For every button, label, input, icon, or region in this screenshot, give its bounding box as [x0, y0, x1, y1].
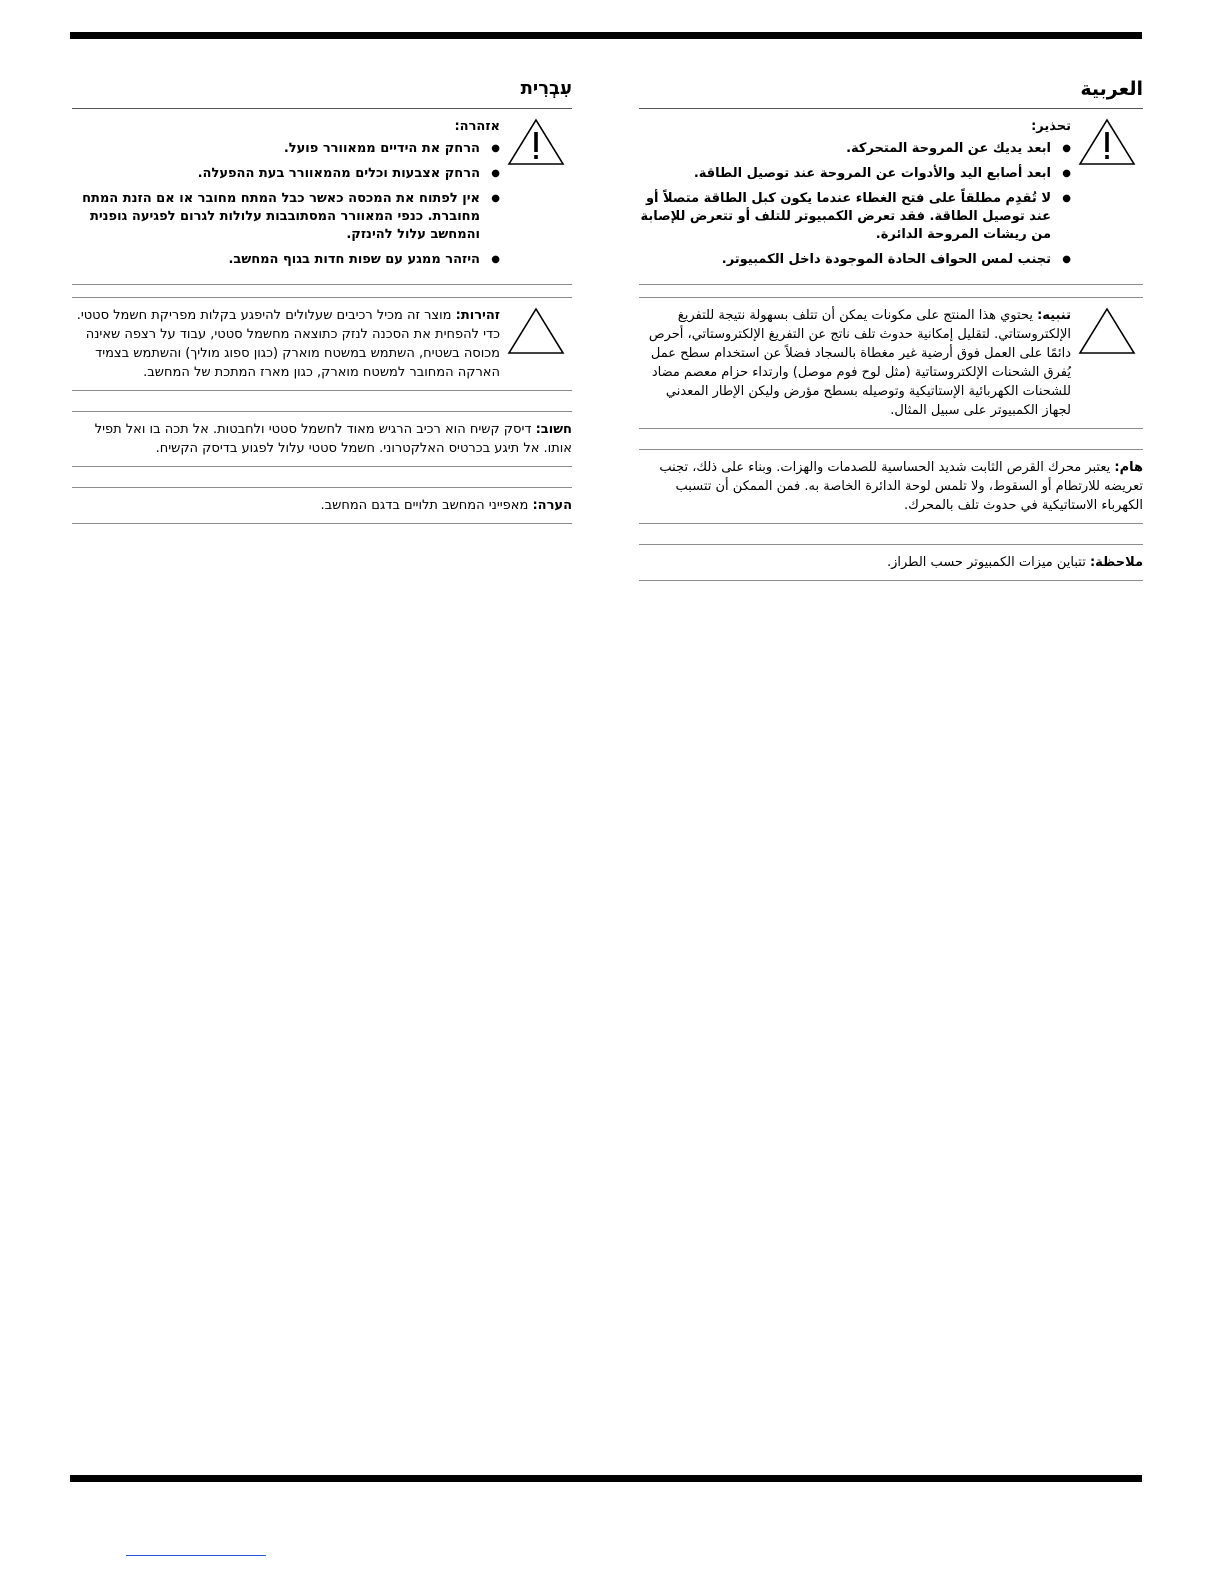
- arabic-note-text: تتباين ميزات الكمبيوتر حسب الطراز.: [886, 555, 1086, 570]
- list-item: ● ابعد يديك عن المروحة المتحركة.: [639, 140, 1071, 158]
- arabic-warning-box: [639, 109, 1143, 284]
- list-item: ● ابعد أصابع اليد والأدوات عن المروحة عند توصيل الطاقة.: [639, 165, 1071, 183]
- footer-link-underline: [126, 1555, 266, 1556]
- arabic-caution-label: تنبيه:: [1037, 308, 1071, 323]
- hebrew-warning-box: [72, 109, 572, 284]
- hebrew-important-text: דיסק קשיח הוא רכיב הרגיש מאוד לחשמל סטטי ולחבטות. אל תכה בו ואל תפיל אותו. אל תיגע בכרטיס האלקטרוני. חשמל סטטי עלול לפגוע בדיסק הקשיח.: [94, 422, 572, 456]
- hebrew-caution-text: מוצר זה מכיל רכיבים שעלולים להיפגע בקלות מפריקת חשמל סטטי. כדי להפחית את הסכנה לנזק כתוצאה מחשמל סטטי, עבוד על רצפה שאינה מכוסה בשטיח, השתמש במשטח מוארק (כגון ספוג מוליך) והשתמש בצמיד הארקה המחובר למשטח מוארק, כגון מארז המתכת של המחשב.: [76, 308, 500, 380]
- list-item: ● הרחק אצבעות וכלים מהמאוורר בעת ההפעלה.: [72, 165, 500, 183]
- arabic-warning-label: تحذير:: [1031, 119, 1071, 134]
- arabic-caution-text: يحتوي هذا المنتج على مكونات يمكن أن تتلف بسهولة نتيجة للتفريغ الإلكتروستاتي. لتقليل إمكانية حدوث تلف ناتج عن التفريغ الإلكتروستاتي، أحرص دائمًا على العمل فوق أرضية غير مغطاة بالسجاد فضلاً عن استخدام سطح عمل يُفرق الشحنات الإلكتروستاتية (مثل لوح فوم موصل) وارتداء حزام معصم مضاد للشحنات الكهربائية الإستاتيكية وتوصيله بسطح مؤرض وليكن الإطار المعدني لجهاز الكمبيوتر على سبيل المثال.: [648, 308, 1071, 418]
- hebrew-warning-list: [72, 140, 500, 269]
- arabic-warning-list: [639, 140, 1071, 269]
- arabic-caution-box: [639, 298, 1143, 428]
- hebrew-caution-box: [72, 298, 572, 390]
- warning-icon: [500, 117, 572, 276]
- hebrew-important-box: [72, 412, 572, 466]
- list-item: ● אין לפתוח את המכסה כאשר כבל המתח מחובר או אם הזנת המתח מחוברת. כנפי המאוורר המסתובבות עלולות לגרום לפגיעה גופנית והמחשב עלול להינזק.: [72, 190, 500, 244]
- caution-triangle-icon: [1071, 306, 1143, 420]
- divider: [72, 523, 572, 524]
- warning-icon: [1071, 117, 1143, 276]
- hebrew-note-text: מאפייני המחשב תלויים בדגם המחשב.: [320, 498, 529, 513]
- arabic-note-box: [639, 545, 1143, 580]
- hebrew-warning-label: אזהרה:: [454, 119, 500, 134]
- list-item: ● لا تُقدِم مطلقاً على فتح الغطاء عندما يكون كبل الطاقة متصلاً أو عند توصيل الطاقة. فقد تعرض الكمبيوتر للتلف أو تتعرض للإصابة من ريشات المروحة الدائرة.: [639, 190, 1071, 244]
- hebrew-important-label: חשוב:: [535, 422, 572, 437]
- list-item: ● تجنب لمس الحواف الحادة الموجودة داخل الكمبيوتر.: [639, 251, 1071, 269]
- arabic-section: [639, 76, 1143, 581]
- top-rule: [70, 32, 1142, 39]
- caution-triangle-icon: [500, 306, 572, 382]
- arabic-important-label: هام:: [1114, 460, 1143, 475]
- hebrew-section: [72, 76, 572, 524]
- hebrew-title: עִבְרִית: [520, 78, 572, 99]
- arabic-important-box: [639, 450, 1143, 523]
- bottom-rule: [70, 1475, 1142, 1482]
- divider: [639, 580, 1143, 581]
- hebrew-note-label: הערה:: [532, 498, 572, 513]
- arabic-note-label: ملاحظة:: [1089, 555, 1143, 570]
- arabic-title: العربية: [1080, 78, 1143, 100]
- hebrew-note-box: [72, 488, 572, 523]
- hebrew-caution-label: זהירות:: [455, 308, 500, 323]
- list-item: ● היזהר ממגע עם שפות חדות בגוף המחשב.: [72, 251, 500, 269]
- arabic-important-text: يعتبر محرك القرص الثابت شديد الحساسية للصدمات والهزات. وبناء على ذلك، تجنب تعريضه للارتطام أو السقوط، ولا تلمس لوحة الدائرة الخاصة به. فمن الممكن أن تتسبب الكهرباء الاستاتيكية في حدوث تلف بالمحرك.: [659, 460, 1143, 513]
- list-item: ● הרחק את הידיים ממאוורר פועל.: [72, 140, 500, 158]
